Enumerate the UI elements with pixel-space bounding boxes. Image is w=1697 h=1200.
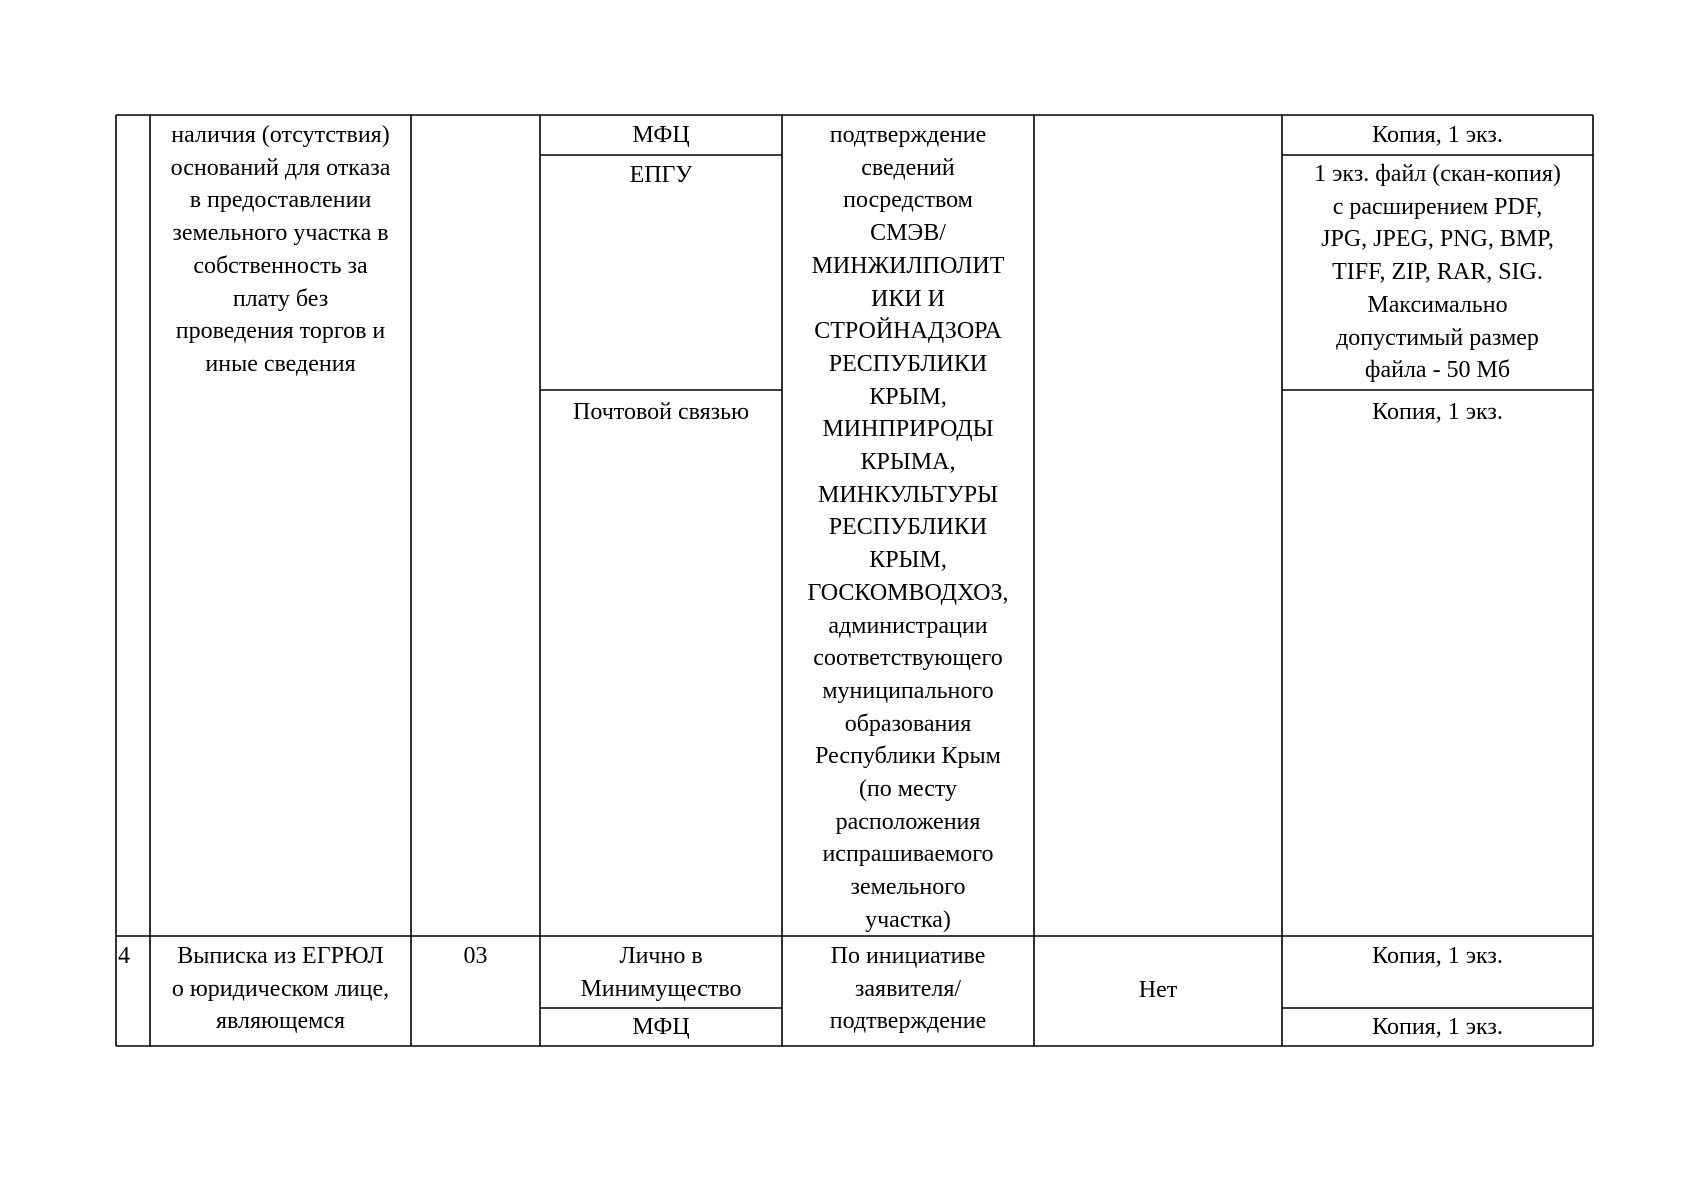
channel-mfc: МФЦ (632, 1014, 690, 1040)
document-name: Выписка из ЕГРЮЛ о юридическом лице, являющемся (171, 943, 390, 1035)
channel-mfc: МФЦ (632, 122, 690, 148)
requirement: Нет (1138, 977, 1178, 1003)
channel-post: Почтовой связью (572, 399, 750, 425)
document-code (411, 115, 540, 936)
requirement (1034, 115, 1282, 936)
document-code: 03 (463, 943, 488, 969)
form-mfc: Копия, 1 экз. (1372, 122, 1503, 148)
form-post: Копия, 1 экз. (1372, 399, 1503, 425)
channel-in-person: Лично в Минимущество (580, 943, 742, 1002)
document-name: наличия (отсутствия) оснований для отказа в предоставлении земельного участка в собственность за плату без проведения торгов и иные сведения (170, 122, 391, 377)
form-epgu: 1 экз. файл (скан-копия) с расширением PDF, JPG, JPEG, PNG, BMP, TIFF, ZIP, RAR, SIG. Максимально допустимый размер файла - 50 Мб (1314, 161, 1561, 384)
channel-epgu: ЕПГУ (629, 162, 693, 188)
verification-method: По инициативе заявителя/ подтверждение (829, 943, 987, 1035)
form-in-person: Копия, 1 экз. (1372, 943, 1503, 969)
row-number (116, 115, 150, 936)
row-number: 4 (118, 943, 130, 969)
form-mfc: Копия, 1 экз. (1372, 1014, 1503, 1040)
verification-method: подтверждение сведений посредством СМЭВ/ МИНЖИЛПОЛИТ ИКИ И СТРОЙНАДЗОРА РЕСПУБЛИКИ КРЫМ, МИНПРИРОДЫ КРЫМА, МИНКУЛЬТУРЫ РЕСПУБЛИКИ КРЫМ, ГОСКОМВОДХОЗ, администрации соответствующего муниципального образования Республики Крым (по месту расположения испрашиваемого земельного участка) (807, 122, 1009, 933)
